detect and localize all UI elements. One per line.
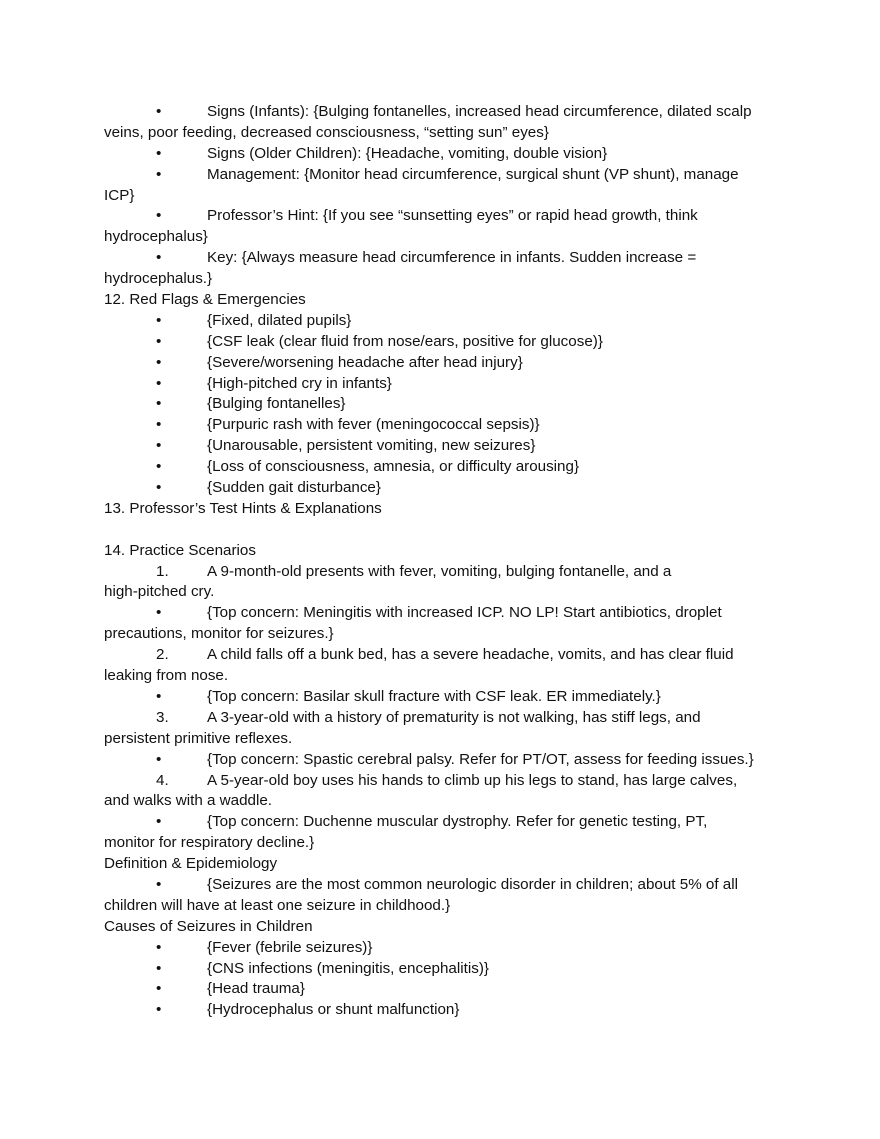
item-continuation: hydrocephalus} — [104, 228, 208, 246]
bullet-item — [104, 332, 794, 353]
item-first-line — [104, 1000, 794, 1021]
item-first-line — [104, 165, 794, 186]
item-text: A 3-year-old with a history of prematurity is not walking, has stiff legs, and — [207, 708, 701, 726]
bullet-item — [104, 457, 794, 478]
bullet-item — [104, 603, 794, 645]
item-text: {Seizures are the most common neurologic disorder in children; about 5% of all — [207, 875, 738, 893]
item-first-line — [104, 394, 794, 415]
document-page — [104, 102, 794, 1021]
bullet-marker: • — [156, 750, 162, 768]
bullet-marker: • — [156, 249, 162, 267]
bullet-item — [104, 979, 794, 1000]
item-text: {Purpuric rash with fever (meningococcal sepsis)} — [207, 416, 540, 434]
item-text: {Severe/worsening headache after head injury} — [207, 353, 523, 371]
item-continuation: veins, poor feeding, decreased consciousness, “setting sun” eyes} — [104, 123, 549, 141]
item-first-line — [104, 374, 794, 395]
item-continuation: monitor for respiratory decline.} — [104, 834, 315, 852]
item-first-line — [104, 332, 794, 353]
item-first-line — [104, 144, 794, 165]
bullet-marker: • — [156, 332, 162, 350]
numbered-item — [104, 645, 794, 687]
bullet-item — [104, 1000, 794, 1021]
bullet-marker: • — [156, 938, 162, 956]
bullet-marker: • — [156, 374, 162, 392]
item-first-line — [104, 603, 794, 624]
bullet-item — [104, 959, 794, 980]
bullet-marker: • — [156, 144, 162, 162]
bullet-marker: • — [156, 311, 162, 329]
item-first-line — [104, 478, 794, 499]
bullet-item — [104, 311, 794, 332]
bullet-item — [104, 144, 794, 165]
item-text: Signs (Older Children): {Headache, vomiting, double vision} — [207, 144, 608, 162]
item-first-line — [104, 687, 794, 708]
item-first-line — [104, 248, 794, 269]
item-first-line — [104, 875, 794, 896]
item-first-line — [104, 415, 794, 436]
item-first-line — [104, 750, 794, 771]
bullet-item — [104, 812, 794, 854]
item-first-line — [104, 645, 794, 666]
item-text: {Fixed, dilated pupils} — [207, 311, 352, 329]
item-first-line — [104, 562, 794, 583]
bullet-item — [104, 875, 794, 917]
bullet-item — [104, 248, 794, 290]
item-first-line — [104, 457, 794, 478]
bullet-item — [104, 353, 794, 374]
item-text: Signs (Infants): {Bulging fontanelles, increased head circumference, dilated scalp — [207, 103, 752, 120]
bullet-item — [104, 478, 794, 499]
item-text: {Hydrocephalus or shunt malfunction} — [207, 1001, 460, 1019]
item-text: {Loss of consciousness, amnesia, or difficulty arousing} — [207, 458, 580, 476]
numbered-item — [104, 562, 794, 604]
item-text: {Sudden gait disturbance} — [207, 479, 381, 497]
item-first-line — [104, 311, 794, 332]
section-heading: Definition & Epidemiology — [104, 855, 278, 873]
item-first-line — [104, 959, 794, 980]
item-text: Professor’s Hint: {If you see “sunsetting eyes” or rapid head growth, think — [207, 207, 698, 225]
item-text: {High-pitched cry in infants} — [207, 374, 392, 392]
bullet-marker: • — [156, 103, 162, 120]
item-first-line — [104, 708, 794, 729]
list-number: 2. — [156, 646, 169, 664]
item-text: {Top concern: Spastic cerebral palsy. Refer for PT/OT, assess for feeding issues.} — [207, 750, 754, 768]
list-number: 3. — [156, 708, 169, 726]
bullet-item — [104, 165, 794, 207]
item-text: A child falls off a bunk bed, has a severe headache, vomits, and has clear fluid — [207, 646, 734, 664]
item-text: {Top concern: Basilar skull fracture with CSF leak. ER immediately.} — [207, 687, 661, 705]
bullet-marker: • — [156, 604, 162, 622]
bullet-item — [104, 102, 794, 144]
item-text: {CSF leak (clear fluid from nose/ears, positive for glucose)} — [207, 332, 603, 350]
section-heading: 13. Professor’s Test Hints & Explanations — [104, 499, 382, 517]
bullet-item — [104, 436, 794, 457]
list-number: 1. — [156, 562, 169, 580]
item-continuation: hydrocephalus.} — [104, 270, 213, 288]
item-text: {Head trauma} — [207, 980, 305, 998]
item-first-line — [104, 979, 794, 1000]
item-continuation: leaking from nose. — [104, 667, 229, 685]
item-text: A 5-year-old boy uses his hands to climb up his legs to stand, has large calves, — [207, 771, 738, 789]
numbered-item — [104, 771, 794, 813]
bullet-marker: • — [156, 207, 162, 225]
item-continuation: and walks with a waddle. — [104, 792, 272, 810]
bullet-marker: • — [156, 353, 162, 371]
item-first-line — [104, 353, 794, 374]
bullet-item — [104, 938, 794, 959]
bullet-item — [104, 687, 794, 708]
bullet-marker: • — [156, 165, 162, 183]
bullet-marker: • — [156, 458, 162, 476]
item-text: {CNS infections (meningitis, encephalitis)} — [207, 959, 489, 977]
bullet-marker: • — [156, 395, 162, 413]
numbered-item — [104, 708, 794, 750]
item-text: A 9-month-old presents with fever, vomiting, bulging fontanelle, and a — [207, 562, 672, 580]
item-text: {Unarousable, persistent vomiting, new seizures} — [207, 437, 536, 455]
item-first-line — [104, 938, 794, 959]
item-continuation: children will have at least one seizure in childhood.} — [104, 896, 451, 914]
item-first-line — [104, 771, 794, 792]
bullet-marker: • — [156, 437, 162, 455]
bullet-marker: • — [156, 980, 162, 998]
item-text: {Top concern: Duchenne muscular dystrophy. Refer for genetic testing, PT, — [207, 813, 708, 831]
bullet-marker: • — [156, 813, 162, 831]
item-continuation: high-pitched cry. — [104, 583, 215, 601]
item-text: {Top concern: Meningitis with increased ICP. NO LP! Start antibiotics, droplet — [207, 604, 722, 622]
item-first-line — [104, 436, 794, 457]
bullet-item — [104, 750, 794, 771]
bullet-item — [104, 206, 794, 248]
item-text: {Fever (febrile seizures)} — [207, 938, 373, 956]
section-heading: 12. Red Flags & Emergencies — [104, 291, 306, 309]
item-text: Management: {Monitor head circumference, surgical shunt (VP shunt), manage — [207, 165, 739, 183]
item-first-line — [104, 102, 794, 123]
list-number: 4. — [156, 771, 169, 789]
bullet-marker: • — [156, 479, 162, 497]
bullet-marker: • — [156, 687, 162, 705]
bullet-marker: • — [156, 1001, 162, 1019]
item-continuation: ICP} — [104, 186, 135, 204]
item-first-line — [104, 206, 794, 227]
bullet-marker: • — [156, 416, 162, 434]
item-text: {Bulging fontanelles} — [207, 395, 346, 413]
item-continuation: precautions, monitor for seizures.} — [104, 625, 334, 643]
bullet-item — [104, 394, 794, 415]
item-text: Key: {Always measure head circumference in infants. Sudden increase = — [207, 249, 697, 267]
item-first-line — [104, 812, 794, 833]
bullet-marker: • — [156, 959, 162, 977]
bullet-item — [104, 374, 794, 395]
bullet-marker: • — [156, 875, 162, 893]
section-heading: 14. Practice Scenarios — [104, 541, 256, 559]
bullet-item — [104, 415, 794, 436]
blank-line — [104, 520, 794, 541]
item-continuation: persistent primitive reflexes. — [104, 729, 293, 747]
section-heading: Causes of Seizures in Children — [104, 917, 313, 935]
